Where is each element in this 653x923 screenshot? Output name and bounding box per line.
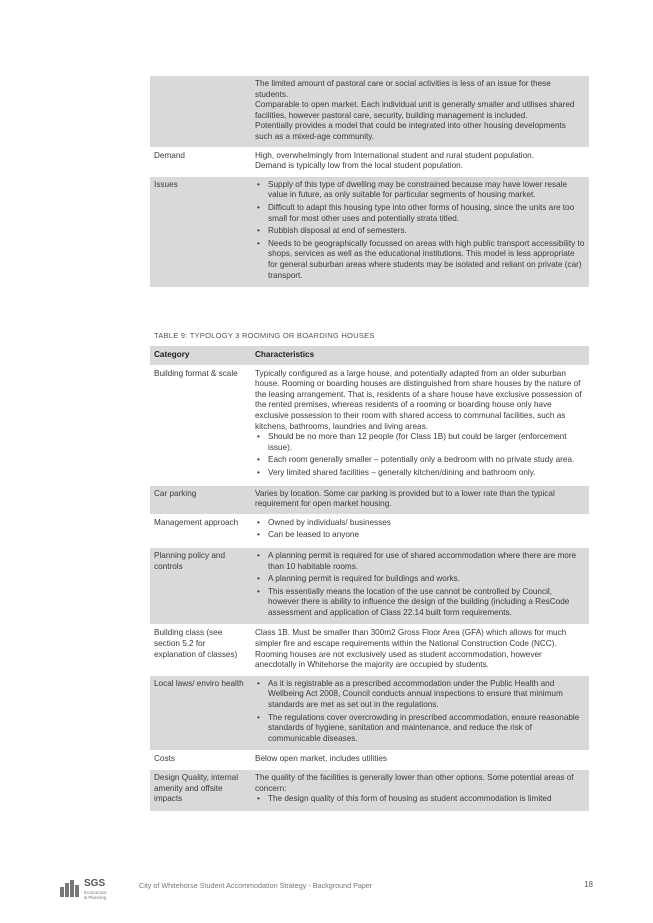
bullet-list: [255, 180, 585, 281]
table-row: [150, 547, 589, 625]
table-row: [150, 514, 589, 547]
bullet-item: • The design quality of this form of housing as student accommodation is limited: [255, 794, 585, 805]
table-row: [150, 625, 589, 675]
row-category: Management approach: [150, 514, 251, 547]
bullet-item: • Can be leased to anyone: [255, 530, 585, 541]
row-characteristics: [251, 547, 589, 625]
row-characteristics: [251, 751, 589, 770]
bullet-item: • Very limited shared facilities – generally kitchen/dining and bathroom only.: [255, 468, 585, 479]
row-category: Building class (see section 5.2 for explanation of classes): [150, 625, 251, 675]
table-row: [150, 751, 589, 770]
bullet-item: • A planning permit is required for buildings and works.: [255, 574, 585, 585]
row-characteristics: [251, 76, 589, 147]
row-paragraph: Rooming houses are not exclusively used as student accommodation, however anecdotally in Whitehorse the majority are occupied by students.: [255, 649, 542, 670]
bullet-item: • Should be no more than 12 people (for Class 1B) but could be larger (enforcement issue).: [255, 432, 585, 453]
table-row: [150, 147, 589, 176]
bullet-item: • Rubbish disposal at end of semesters.: [255, 226, 585, 237]
bullet-list: [255, 551, 585, 619]
header-characteristics: Characteristics: [251, 346, 589, 365]
row-paragraph: Class 1B. Must be smaller than 300m2 Gross Floor Area (GFA) which allows for much simpler fire and escape requirements within the National Construction Code (NCC).: [255, 628, 567, 649]
row-paragraph: High, overwhelmingly from International student and rural student population.: [255, 150, 534, 160]
page-number: 18: [584, 880, 593, 889]
row-characteristics: [251, 176, 589, 287]
bullet-item: • This essentially means the location of the use cannot be controlled by Council, however there is ability to influence the design of the building (including a ResCode assessment and application of Class 22.14 built form requirements.: [255, 587, 585, 619]
document-title: City of Whitehorse Student Accommodation Strategy - Background Paper: [139, 881, 373, 890]
bullet-item: • Each room generally smaller – potentially only a bedroom with no private study area.: [255, 455, 585, 466]
table-row: [150, 76, 589, 147]
bullet-item: • As it is registrable as a prescribed accommodation under the Public Health and Wellbeing Act 2008, Council conducts annual inspections to ensure that minimum standards are met as set out in the regulations.: [255, 679, 585, 711]
table-caption: TABLE 9: TYPOLOGY 3 ROOMING OR BOARDING HOUSES: [154, 331, 375, 340]
row-category: Demand: [150, 147, 251, 176]
row-category: Issues: [150, 176, 251, 287]
sgs-logo: [60, 875, 120, 903]
bullet-list: [255, 432, 585, 478]
table-row: [150, 675, 589, 751]
row-category: [150, 76, 251, 147]
header-category: Category: [150, 346, 251, 365]
row-characteristics: [251, 485, 589, 514]
bullet-item: • Difficult to adapt this housing type into other forms of housing, since the units are too small for most other uses and potentially strata titled.: [255, 203, 585, 224]
row-paragraph: Comparable to open market. Each individual unit is generally smaller and utilises shared facilities, however pastoral care, security, building management is included.: [255, 100, 575, 120]
bullet-item: • A planning permit is required for use of shared accommodation where there are more than 10 habitable rooms.: [255, 551, 585, 572]
bullet-list: [255, 794, 585, 805]
row-category: Design Quality, internal amenity and offsite impacts: [150, 770, 251, 811]
row-paragraph: The quality of the facilities is generally lower than other options. Some potential areas of concern:: [255, 773, 574, 793]
row-characteristics: [251, 147, 589, 176]
row-category: Costs: [150, 751, 251, 770]
table-row: [150, 176, 589, 287]
table-header-row: [150, 346, 589, 365]
bullet-list: [255, 679, 585, 745]
row-characteristics: [251, 365, 589, 485]
row-characteristics: [251, 514, 589, 547]
row-paragraph: Potentially provides a model that could be integrated into other housing developments such as a mixed-age community.: [255, 121, 566, 141]
row-paragraph: The limited amount of pastoral care or social activities is less of an issue for these students.: [255, 79, 551, 99]
logo-mark-icon: [60, 879, 80, 899]
rooming-houses-table: [150, 346, 589, 811]
table-row: [150, 365, 589, 485]
row-paragraph: Below open market, includes utilities: [255, 754, 387, 764]
table-row: [150, 770, 589, 811]
row-category: Local laws/ enviro health: [150, 675, 251, 751]
bullet-item: • Owned by individuals/ businesses: [255, 518, 585, 529]
top-table: [150, 76, 589, 287]
row-category: Planning policy and controls: [150, 547, 251, 625]
row-paragraph: Demand is typically low from the local student population.: [255, 161, 463, 171]
row-characteristics: [251, 625, 589, 675]
bullet-item: • Needs to be geographically focussed on areas with high public transport accessibility to shops, services as well as the educational institutions. This model is less appropriate for general suburban areas where students may be isolated and reliant on private (car) transport.: [255, 239, 585, 281]
row-category: Car parking: [150, 485, 251, 514]
row-paragraph: Typically configured as a large house, and potentially adapted from an older suburban house. Rooming or boarding houses are distinguished from share houses by the nature of the leasing arrangement. That is, residents of a share house have exclusive possession of the rented premises, whereas residents of a rooming or boarding house only have exclusive possession to their room with shared access to communal facilities, such as kitchens, bathrooms, laundries and living areas.: [255, 368, 582, 431]
logo-text: SGS: [84, 878, 106, 889]
row-paragraph: Varies by location. Some car parking is provided but to a lower rate than the typical requirement for open market housing.: [255, 488, 555, 509]
page-footer: [60, 875, 593, 903]
table-row: [150, 485, 589, 514]
row-category: Building format & scale: [150, 365, 251, 485]
bullet-item: • The regulations cover overcrowding in prescribed accommodation, ensure reasonable standards of hygiene, sanitation and maintenance, and reduce the risk of communicable diseases.: [255, 713, 585, 745]
row-characteristics: [251, 675, 589, 751]
row-characteristics: [251, 770, 589, 811]
logo-subtitle: Economics & Planning: [84, 890, 107, 900]
bullet-item: • Supply of this type of dwelling may be constrained because may have lower resale value in future, as only suitable for particular segments of housing market.: [255, 180, 585, 201]
bullet-list: [255, 518, 585, 541]
